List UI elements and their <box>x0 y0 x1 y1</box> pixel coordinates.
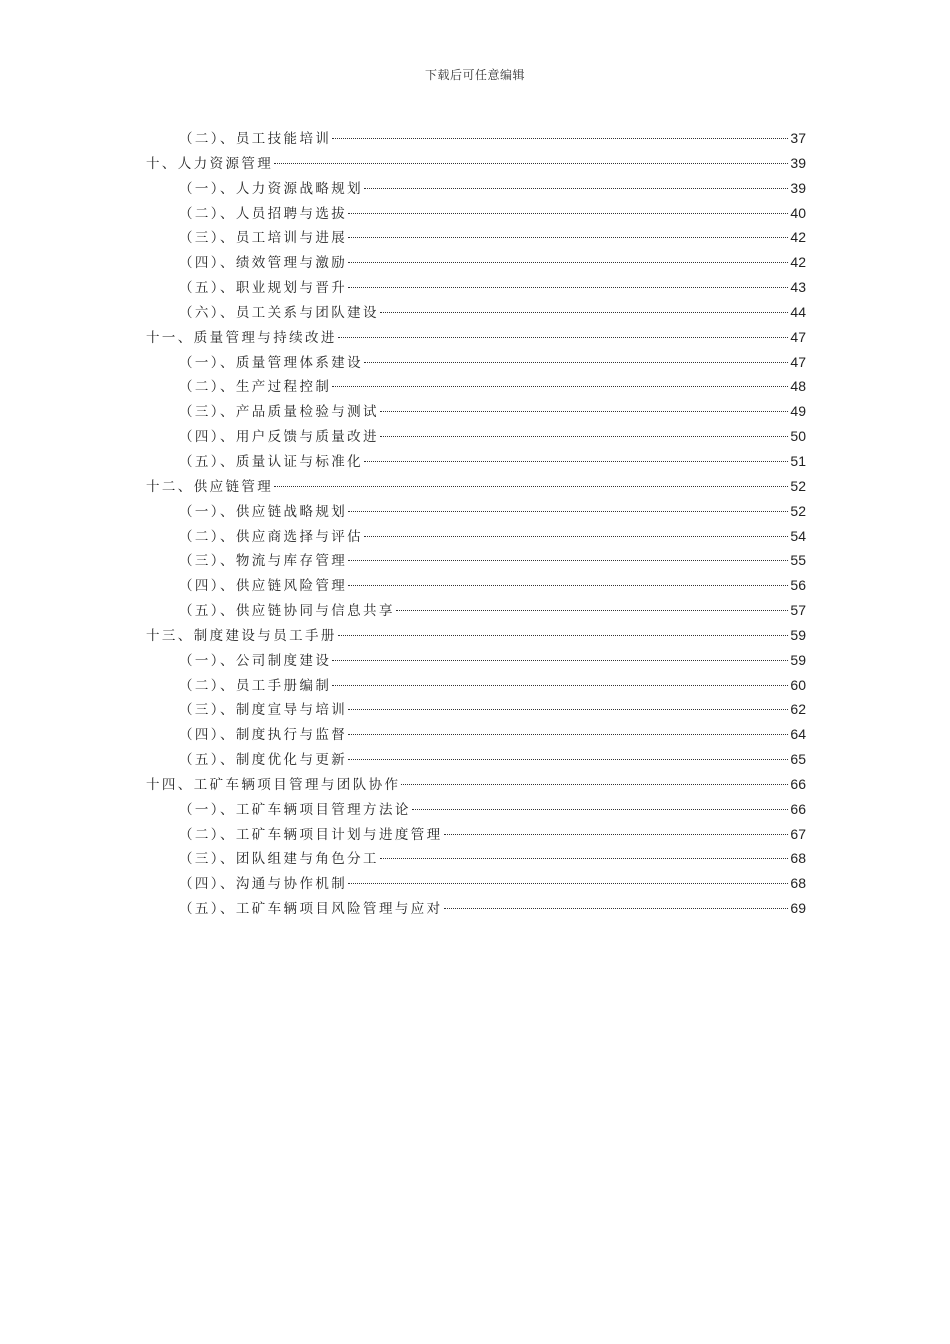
toc-dot-leader <box>332 660 788 661</box>
toc-page-number: 62 <box>790 701 806 718</box>
toc-chapter-entry[interactable] <box>146 474 806 499</box>
toc-page-number: 39 <box>790 179 806 196</box>
toc-section-entry[interactable] <box>146 374 806 399</box>
toc-section-entry[interactable] <box>146 225 806 250</box>
toc-chapter-entry[interactable] <box>146 772 806 797</box>
toc-dot-leader <box>380 436 788 437</box>
toc-dot-leader <box>348 287 788 288</box>
toc-page-number: 60 <box>790 676 806 693</box>
toc-dot-leader <box>364 362 788 363</box>
toc-page-number: 66 <box>790 775 806 792</box>
toc-entry-label: 十三、制度建设与员工手册 <box>146 627 337 644</box>
toc-page-number: 37 <box>790 130 806 146</box>
toc-dot-leader <box>348 262 788 263</box>
toc-section-entry[interactable] <box>146 250 806 275</box>
toc-chapter-entry[interactable] <box>146 151 806 176</box>
toc-page-number: 50 <box>790 428 806 445</box>
toc-page-number: 54 <box>790 527 806 544</box>
toc-entry-label: 十二、供应链管理 <box>146 478 274 495</box>
toc-dot-leader <box>348 709 788 710</box>
toc-page-number: 59 <box>790 626 806 643</box>
toc-section-entry[interactable] <box>146 697 806 722</box>
toc-page-number: 48 <box>790 378 806 395</box>
toc-section-entry[interactable] <box>146 524 806 549</box>
toc-dot-leader <box>338 337 789 338</box>
toc-entry-label: （二）、工矿车辆项目计划与进度管理 <box>179 826 443 843</box>
toc-entry-label: （三）、员工培训与进展 <box>179 230 348 247</box>
toc-dot-leader <box>348 883 788 884</box>
toc-entry-label: （一）、公司制度建设 <box>179 652 332 669</box>
toc-entry-label: 十、人力资源管理 <box>146 155 274 172</box>
toc-entry-label: （四）、沟通与协作机制 <box>179 876 348 893</box>
table-of-contents <box>146 126 806 921</box>
toc-dot-leader <box>338 635 789 636</box>
toc-dot-leader <box>348 585 788 586</box>
toc-page-number: 69 <box>790 900 806 917</box>
toc-entry-label: （一）、工矿车辆项目管理方法论 <box>179 801 411 818</box>
toc-page-number: 43 <box>790 279 806 296</box>
toc-section-entry[interactable] <box>146 176 806 201</box>
toc-section-entry[interactable] <box>146 499 806 524</box>
toc-section-entry[interactable] <box>146 449 806 474</box>
toc-entry-label: （二）、生产过程控制 <box>179 379 332 396</box>
toc-entry-label: （三）、制度宣导与培训 <box>179 702 348 719</box>
toc-dot-leader <box>274 163 788 164</box>
toc-chapter-entry[interactable] <box>146 325 806 350</box>
toc-section-entry[interactable] <box>146 648 806 673</box>
toc-dot-leader <box>444 908 789 909</box>
toc-section-entry[interactable] <box>146 822 806 847</box>
toc-section-entry[interactable] <box>146 747 806 772</box>
toc-section-entry[interactable] <box>146 399 806 424</box>
toc-page-number: 64 <box>790 726 806 743</box>
toc-section-entry[interactable] <box>146 350 806 375</box>
toc-dot-leader <box>364 188 788 189</box>
toc-dot-leader <box>396 610 789 611</box>
toc-section-entry[interactable] <box>146 275 806 300</box>
toc-dot-leader <box>332 386 788 387</box>
toc-page-number: 47 <box>790 328 806 345</box>
toc-dot-leader <box>380 312 788 313</box>
toc-page-number: 68 <box>790 850 806 867</box>
toc-dot-leader <box>412 809 789 810</box>
toc-dot-leader <box>380 411 788 412</box>
toc-entry-label: （三）、团队组建与角色分工 <box>179 851 379 868</box>
toc-entry-label: （五）、职业规划与晋升 <box>179 280 348 297</box>
toc-page-number: 59 <box>790 651 806 668</box>
toc-entry-label: （一）、人力资源战略规划 <box>179 180 364 197</box>
toc-entry-label: 十四、工矿车辆项目管理与团队协作 <box>146 776 401 793</box>
toc-dot-leader <box>364 536 788 537</box>
toc-page-number: 57 <box>790 602 806 619</box>
toc-section-entry[interactable] <box>146 201 806 226</box>
toc-page-number: 51 <box>790 452 806 469</box>
toc-section-entry[interactable] <box>146 424 806 449</box>
toc-section-entry[interactable] <box>146 896 806 921</box>
toc-page-number: 47 <box>790 353 806 370</box>
toc-entry-label: （一）、质量管理体系建设 <box>179 354 364 371</box>
toc-dot-leader <box>332 685 788 686</box>
toc-entry-label: （四）、供应链风险管理 <box>179 578 348 595</box>
toc-section-entry[interactable] <box>146 871 806 896</box>
toc-entry-label: 十一、质量管理与持续改进 <box>146 329 337 346</box>
toc-page-number: 56 <box>790 577 806 594</box>
toc-section-entry[interactable] <box>146 797 806 822</box>
toc-entry-label: （四）、绩效管理与激励 <box>179 255 348 272</box>
toc-chapter-entry[interactable] <box>146 623 806 648</box>
toc-entry-label: （二）、员工技能培训 <box>179 131 332 147</box>
toc-page-number: 49 <box>790 403 806 420</box>
toc-dot-leader <box>444 834 789 835</box>
toc-entry-label: （五）、供应链协同与信息共享 <box>179 603 395 620</box>
toc-dot-leader <box>348 734 788 735</box>
toc-entry-label: （二）、人员招聘与选拔 <box>179 205 348 222</box>
toc-page-number: 40 <box>790 204 806 221</box>
toc-dot-leader <box>348 560 788 561</box>
toc-section-entry[interactable] <box>146 722 806 747</box>
toc-entry-label: （二）、员工手册编制 <box>179 677 332 694</box>
toc-entry-label: （六）、员工关系与团队建设 <box>179 304 379 321</box>
toc-entry-label: （五）、质量认证与标准化 <box>179 453 364 470</box>
toc-entry-label: （三）、产品质量检验与测试 <box>179 404 379 421</box>
toc-section-entry[interactable] <box>146 673 806 698</box>
toc-entry-label: （五）、工矿车辆项目风险管理与应对 <box>179 901 443 918</box>
toc-section-entry[interactable] <box>146 300 806 325</box>
toc-page-number: 66 <box>790 800 806 817</box>
toc-page-number: 55 <box>790 552 806 569</box>
toc-dot-leader <box>401 784 788 785</box>
toc-section-entry[interactable] <box>146 126 806 151</box>
toc-page-number: 65 <box>790 751 806 768</box>
toc-page-number: 52 <box>790 477 806 494</box>
toc-dot-leader <box>348 213 788 214</box>
toc-dot-leader <box>332 138 788 139</box>
toc-dot-leader <box>348 759 788 760</box>
toc-page-number: 39 <box>790 154 806 171</box>
toc-page-number: 42 <box>790 254 806 271</box>
toc-page-number: 67 <box>790 825 806 842</box>
toc-section-entry[interactable] <box>146 548 806 573</box>
toc-entry-label: （五）、制度优化与更新 <box>179 752 348 769</box>
page-header: 下载后可任意编辑 <box>424 68 525 82</box>
toc-page-number: 42 <box>790 229 806 246</box>
toc-entry-label: （四）、用户反馈与质量改进 <box>179 429 379 446</box>
toc-section-entry[interactable] <box>146 846 806 871</box>
toc-dot-leader <box>364 461 788 462</box>
toc-entry-label: （三）、物流与库存管理 <box>179 553 348 570</box>
toc-page-number: 68 <box>790 875 806 892</box>
toc-dot-leader <box>348 237 788 238</box>
toc-section-entry[interactable] <box>146 573 806 598</box>
toc-dot-leader <box>274 486 788 487</box>
toc-section-entry[interactable] <box>146 598 806 623</box>
toc-entry-label: （二）、供应商选择与评估 <box>179 528 364 545</box>
toc-dot-leader <box>348 511 788 512</box>
toc-entry-label: （一）、供应链战略规划 <box>179 503 348 520</box>
toc-page-number: 52 <box>790 502 806 519</box>
toc-entry-label: （四）、制度执行与监督 <box>179 727 348 744</box>
toc-dot-leader <box>380 858 788 859</box>
toc-page-number: 44 <box>790 303 806 320</box>
